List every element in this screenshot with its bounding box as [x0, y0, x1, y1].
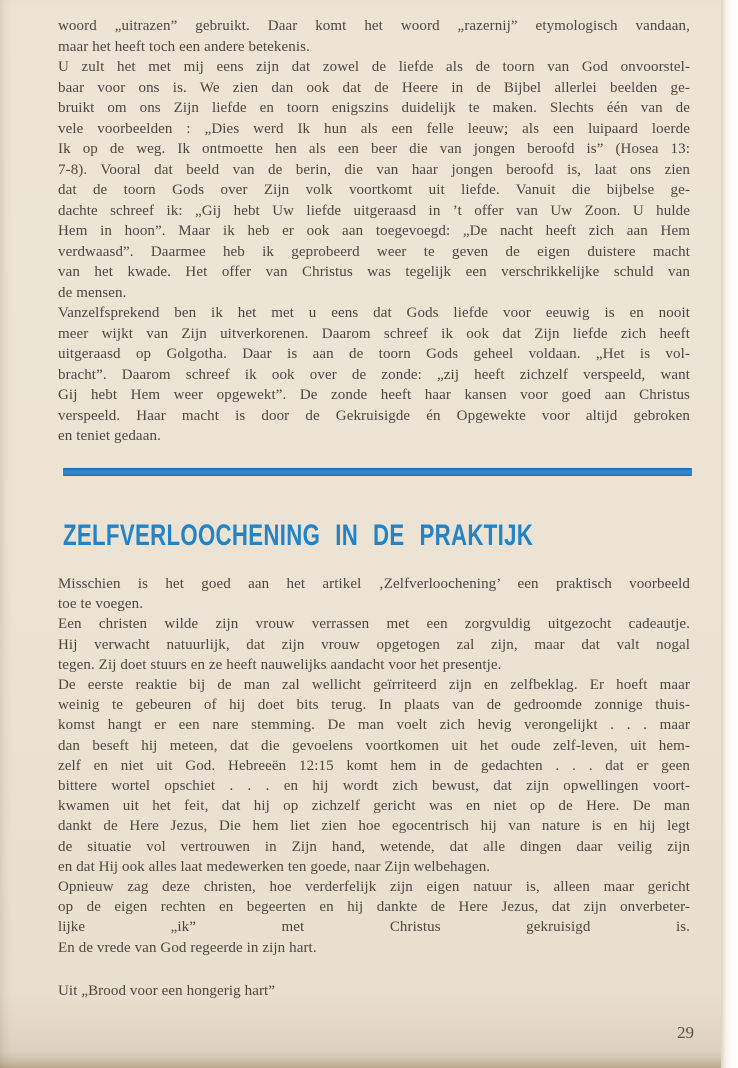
text-line: Hem in hoon”. Maar ik heb er ook aan toegevoegd: „De nacht heeft zich aan Hem	[58, 223, 690, 239]
text-line: maar het heeft toch een andere betekenis.	[58, 38, 310, 55]
paragraph	[58, 877, 690, 958]
text-line: dachte schreef ik: „Gij hebt Uw liefde uitgeraasd in ’t offer van Uw Zoon. U hulde	[58, 202, 690, 219]
text-line: Opnieuw zag deze christen, hoe verderfelijk zijn eigen natuur is, alleen maar gericht	[58, 879, 690, 896]
text-line: lijke „ik” met Christus gekruisigd is.	[58, 919, 690, 936]
text-line: baar voor ons is. We zien dan ook dat de Heere in de Bijbel allerlei beelden ge-	[58, 79, 690, 96]
text-line: dan beseft hij meteen, dat die gevoelens voortkomen uit het oude zelf-leven, uit hem-	[58, 737, 690, 754]
text-line: De eerste reaktie bij de man zal wellicht geïrriteerd zijn en zelfbeklag. Er hoeft maar	[58, 677, 690, 694]
paragraph	[58, 16, 690, 57]
text-line: Misschien is het goed aan het artikel ‚Zelfverloochening’ een praktisch voorbeeld	[58, 576, 690, 592]
page-bottom-shadow	[0, 1052, 721, 1068]
text-line: de mensen.	[58, 284, 127, 301]
text-line: uitgeraasd op Golgotha. Daar is aan de toorn Gods geheel voldaan. „Het is vol-	[58, 346, 690, 362]
text-column	[58, 0, 690, 1068]
text-line: zelf en niet uit God. Hebreeën 12:15 komt hem in de gedachten . . . dat er geen	[58, 757, 690, 774]
text-line: weinig te gebeuren of hij doet bits terug. In plaats van de gedroomde zonnige thuis-	[58, 697, 690, 714]
paragraph	[58, 57, 690, 303]
text-line: bruikt om ons Zijn liefde en toorn enigszins duidelijk te maken. Slechts één van de	[58, 100, 690, 116]
article-title: ZELFVERLOOCHENING IN DE PRAKTIJK	[63, 519, 534, 552]
paragraph	[58, 303, 690, 447]
text-line: en teniet gedaan.	[58, 428, 161, 444]
text-line: 7-8). Vooral dat beeld van de berin, die van haar jongen beroofd is, laat ons zien	[58, 161, 690, 178]
text-line: En de vrede van God regeerde in zijn hart.	[58, 939, 317, 956]
section-divider-rule	[63, 468, 692, 476]
text-line: woord „uitrazen” gebruikt. Daar komt het woord „razernij” etymologisch vandaan,	[58, 18, 690, 34]
page-right-edge	[721, 0, 738, 1068]
source-note: Uit „Brood voor een hongerig hart”	[58, 983, 276, 999]
text-line: tegen. Zij doet stuurs en ze heeft nauwelijks aandacht voor het presentje.	[58, 656, 502, 673]
text-line: bittere wortel opschiet . . . en hij wordt zich bewust, dat zijn opwellingen voort-	[58, 778, 690, 795]
text-line: kwamen uit het feit, dat hij op zichzelf gericht was en niet op de Here. De man	[58, 798, 690, 815]
text-line: dat de toorn Gods over Zijn volk voortkomt uit liefde. Vanuit die bijbelse ge-	[58, 182, 690, 198]
text-line: toe te voegen.	[58, 596, 144, 613]
article-body	[58, 574, 690, 958]
text-line: van het kwade. Het offer van Christus was tegelijk een verschrikkelijke schuld van	[58, 264, 690, 280]
text-line: verdwaasd”. Daarmee heb ik geprobeerd weer te geven de eigen duistere macht	[58, 243, 690, 260]
text-line: U zult het met mij eens zijn dat zowel de liefde als de toorn van God onvoorstel-	[58, 59, 690, 75]
text-line: Gij hebt Hem weer opgewekt”. De zonde heeft haar kansen voor goed aan Christus	[58, 387, 690, 403]
text-line: op de eigen rechten en begeerten en hij dankte de Here Jezus, dat zijn onverbeter-	[58, 899, 690, 916]
page-number: 29	[677, 1023, 694, 1042]
text-line: en dat Hij ook alles laat medewerken ten goede, naar Zijn welbehagen.	[58, 858, 491, 875]
text-line: Ik op de weg. Ik ontmoette hen als een beer die van jongen beroofd is” (Hosea 13:	[58, 141, 690, 157]
text-line: de situatie vol vertrouwen in Zijn hand, wetende, dat alle dingen daar veilig zijn	[58, 838, 690, 855]
text-line: meer wijkt van Zijn uitverkorenen. Daarom schreef ik ook dat Zijn liefde zich heeft	[58, 325, 690, 342]
paragraph	[58, 574, 690, 614]
intro-section	[58, 16, 690, 447]
text-line: komst hangt er een nare stemming. De man voelt zich hevig verongelijkt . . . maar	[58, 717, 690, 734]
text-line: vele voorbeelden : „Dies werd Ik hun als een felle leeuw; als een luipaard loerde	[58, 120, 690, 137]
text-line: Een christen wilde zijn vrouw verrassen met een zorgvuldig uitgezocht cadeautje.	[58, 616, 690, 633]
paragraph	[58, 675, 690, 877]
text-line: Hij verwacht natuurlijk, dat zijn vrouw opgetogen zal zijn, maar dat valt nogal	[58, 636, 690, 653]
text-line: dankt de Here Jezus, Die hem liet zien hoe egocentrisch hij van nature is en hij legt	[58, 818, 690, 835]
text-line: Vanzelfsprekend ben ik het met u eens dat Gods liefde voor eeuwig is en nooit	[58, 305, 690, 321]
text-line: bracht”. Daarom schreef ik ook over de zonde: „zij heeft zichzelf verspeeld, want	[58, 366, 690, 383]
text-line: verspeeld. Haar macht is door de Gekruisigde én Opgewekte voor altijd gebroken	[58, 407, 690, 424]
paragraph	[58, 614, 690, 675]
